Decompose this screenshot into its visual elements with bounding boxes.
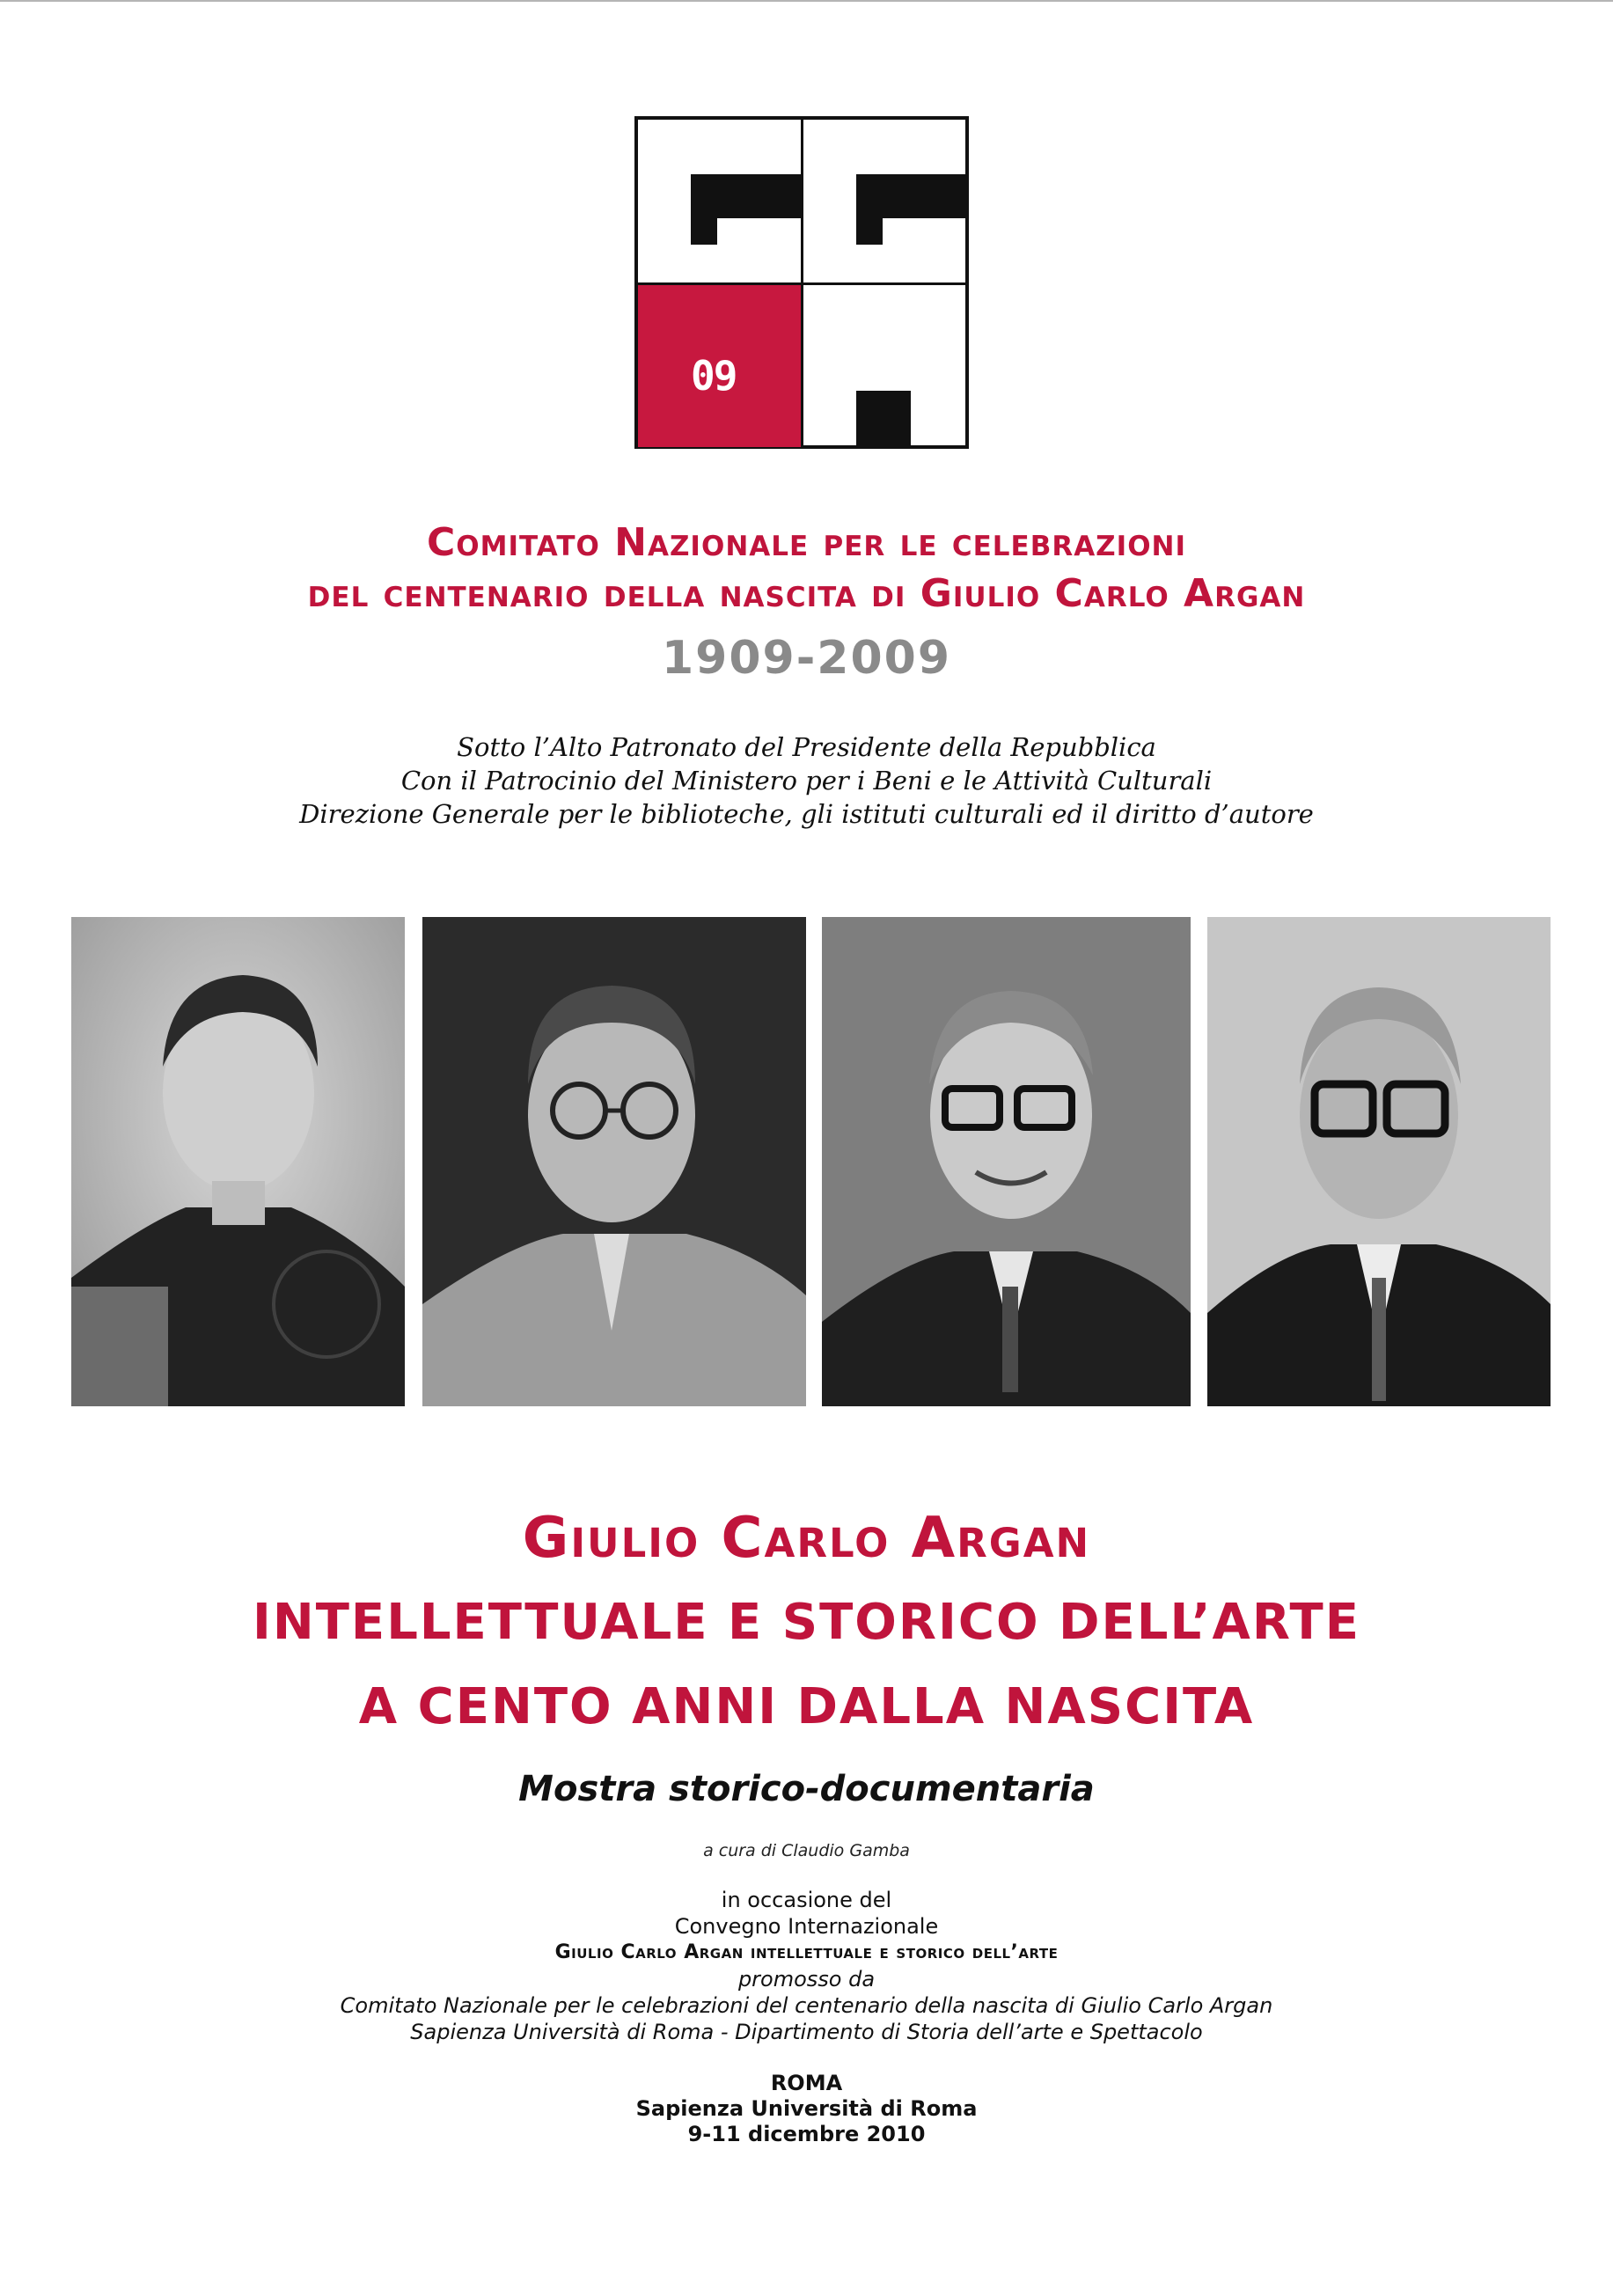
conference-title: Giulio Carlo Argan intellettuale e storico dell’arte	[554, 1941, 1059, 1963]
portrait-young-argan-photo	[71, 917, 405, 1406]
portrait-argan-smiling-photo	[822, 917, 1191, 1406]
curator-credit: a cura di Claudio Gamba	[703, 1841, 910, 1860]
event-venue: Sapienza Università di Roma	[635, 2096, 978, 2121]
committee-logo	[634, 116, 969, 449]
occasion-line-6: Sapienza Università di Roma - Dipartimento di Storia dell’arte e Spettacolo	[410, 2020, 1203, 2044]
committee-years: 1909-2009	[661, 632, 952, 685]
event-city: ROMA	[770, 2071, 843, 2095]
event-location	[0, 2071, 1613, 2147]
occasion-line-4: promosso da	[737, 1967, 876, 1992]
patronage-line-2: Con il Patrocinio del Ministero per i Beni e le Attività Culturali	[400, 766, 1213, 796]
patronage-line-3: Direzione Generale per le biblioteche, gli istituti culturali ed il diritto d’autore	[299, 799, 1314, 829]
logo-divider-horizontal	[638, 282, 965, 285]
portrait-argan-elderly-photo	[1207, 917, 1551, 1406]
logo-block	[691, 174, 801, 218]
logo-block	[856, 218, 883, 245]
logo-year-number	[691, 352, 737, 400]
title-line-1: Giulio Carlo Argan	[522, 1506, 1091, 1571]
patronage-block	[0, 730, 1613, 831]
top-border-line	[0, 0, 1613, 2]
logo-number-text: 09	[691, 352, 737, 400]
occasion-line-1: in occasione del	[721, 1888, 892, 1912]
committee-heading	[0, 517, 1613, 620]
logo-block	[691, 218, 717, 245]
occasion-line-5: Comitato Nazionale per le celebrazioni del centenario della nascita di Giulio Carlo Argan	[340, 1993, 1273, 2018]
exhibition-title	[0, 1496, 1613, 1750]
title-line-2: INTELLETTUALE E STORICO DELL’ARTE	[253, 1594, 1360, 1651]
portrait-argan-glasses-photo	[422, 917, 806, 1406]
occasion-block	[0, 1887, 1613, 2045]
patronage-line-1: Sotto l’Alto Patronato del Presidente della Repubblica	[457, 732, 1156, 762]
logo-block	[856, 174, 965, 218]
logo-block	[856, 391, 911, 447]
committee-line-2: del centenario della nascita di Giulio Carlo Argan	[307, 571, 1306, 616]
occasion-line-2: Convegno Internazionale	[674, 1914, 939, 1939]
title-line-3: A CENTO ANNI DALLA NASCITA	[358, 1678, 1255, 1735]
event-dates: 9-11 dicembre 2010	[687, 2122, 926, 2146]
committee-line-1: Comitato Nazionale per le celebrazioni	[426, 520, 1187, 565]
exhibition-subtitle: Mostra storico-documentaria	[518, 1769, 1095, 1809]
